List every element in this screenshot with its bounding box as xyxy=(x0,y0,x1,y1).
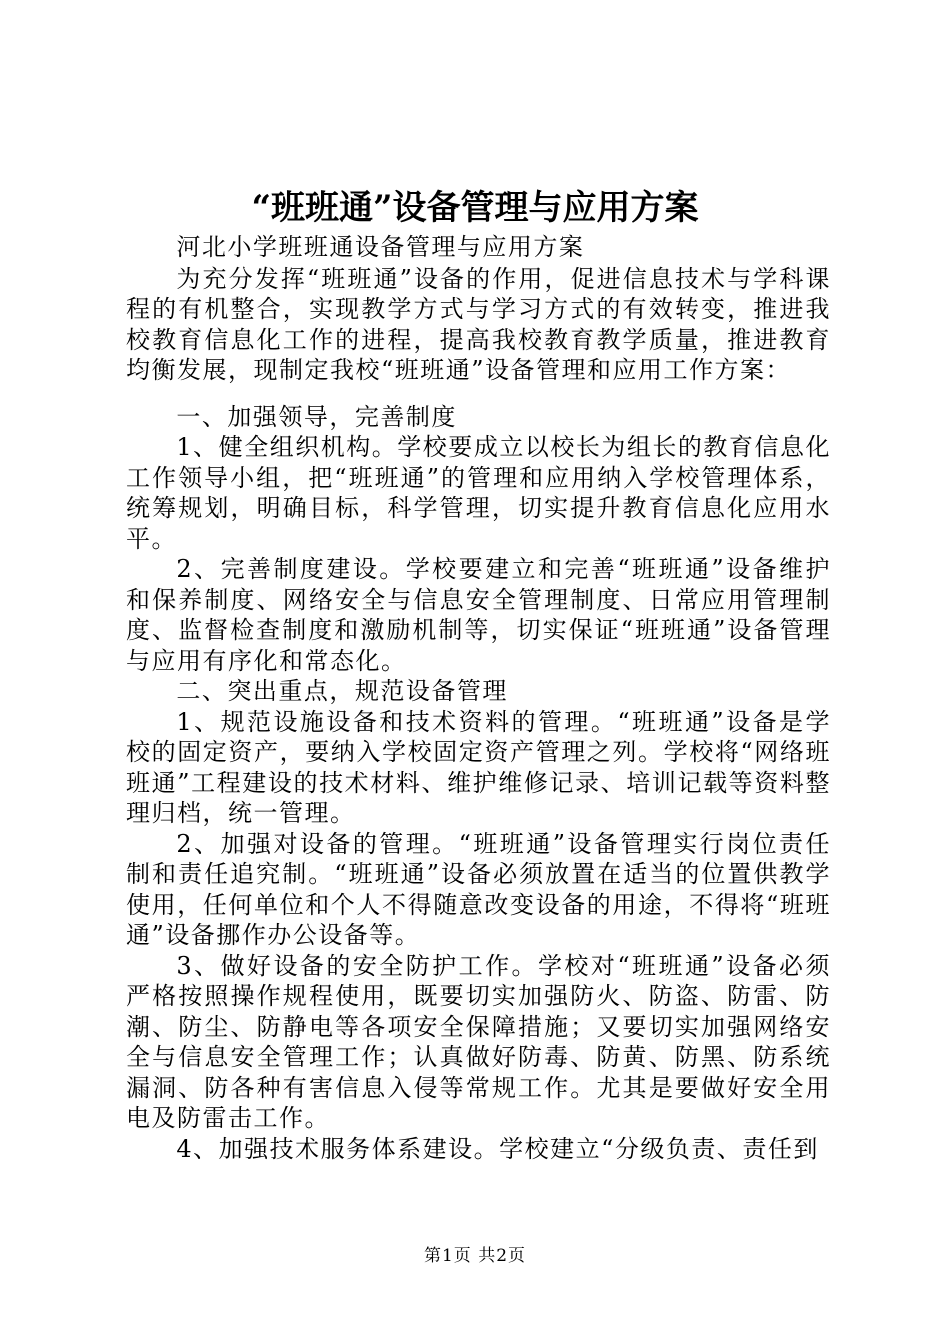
section-heading-1: 一、加强领导，完善制度 xyxy=(176,402,457,431)
paragraph-2-3: 3、做好设备的安全防护工作。学校对“班班通”设备必须严格按照操作规程使用，既要切实加强防火、防盗、防雷、防潮、防尘、防静电等各项安全保障措施；又要切实加强网络安全与信息安全管理工作；认真做好防毒、防黄、防黑、防系统漏洞、防各种有害信息入侵等常规工作。尤其是要做好安全用电及防雷击工作。 xyxy=(126,951,831,1132)
paragraph-2-1: 1、规范设施设备和技术资料的管理。“班班通”设备是学校的固定资产，要纳入学校固定资产管理之列。学校将“网络班班通”工程建设的技术材料、维护维修记录、培训记载等资料整理归档，统一管理。 xyxy=(126,707,831,827)
paragraph-1-2: 2、完善制度建设。学校要建立和完善“班班通”设备维护和保养制度、网络安全与信息安全管理制度、日常应用管理制度、监督检查制度和激励机制等，切实保证“班班通”设备管理与应用有序化和常态化。 xyxy=(126,555,831,675)
paragraph-2-2: 2、加强对设备的管理。“班班通”设备管理实行岗位责任制和责任追究制。“班班通”设备必须放置在适当的位置供教学使用，任何单位和个人不得随意改变设备的用途，不得将“班班通”设备挪作办公设备等。 xyxy=(126,829,831,949)
document-body xyxy=(126,232,831,1164)
page-footer: 第1页 共2页 xyxy=(423,1246,527,1266)
document-title: “班班通”设备管理与应用方案 xyxy=(251,188,699,228)
intro-paragraph: 为充分发挥“班班通”设备的作用，促进信息技术与学科课程的有机整合，实现教学方式与学习方式的有效转变，推进我校教育信息化工作的进程，提高我校教育教学质量，推进教育均衡发展，现制定我校“班班通”设备管理和应用工作方案： xyxy=(126,264,831,384)
paragraph-1-1: 1、健全组织机构。学校要成立以校长为组长的教育信息化工作领导小组，把“班班通”的管理和应用纳入学校管理体系，统筹规划，明确目标，科学管理，切实提升教育信息化应用水平。 xyxy=(126,433,831,553)
document-subtitle: 河北小学班班通设备管理与应用方案 xyxy=(176,233,585,261)
paragraph-2-4: 4、加强技术服务体系建设。学校建立“分级负责、责任到 xyxy=(176,1134,819,1163)
section-heading-2: 二、突出重点，规范设备管理 xyxy=(176,677,508,705)
